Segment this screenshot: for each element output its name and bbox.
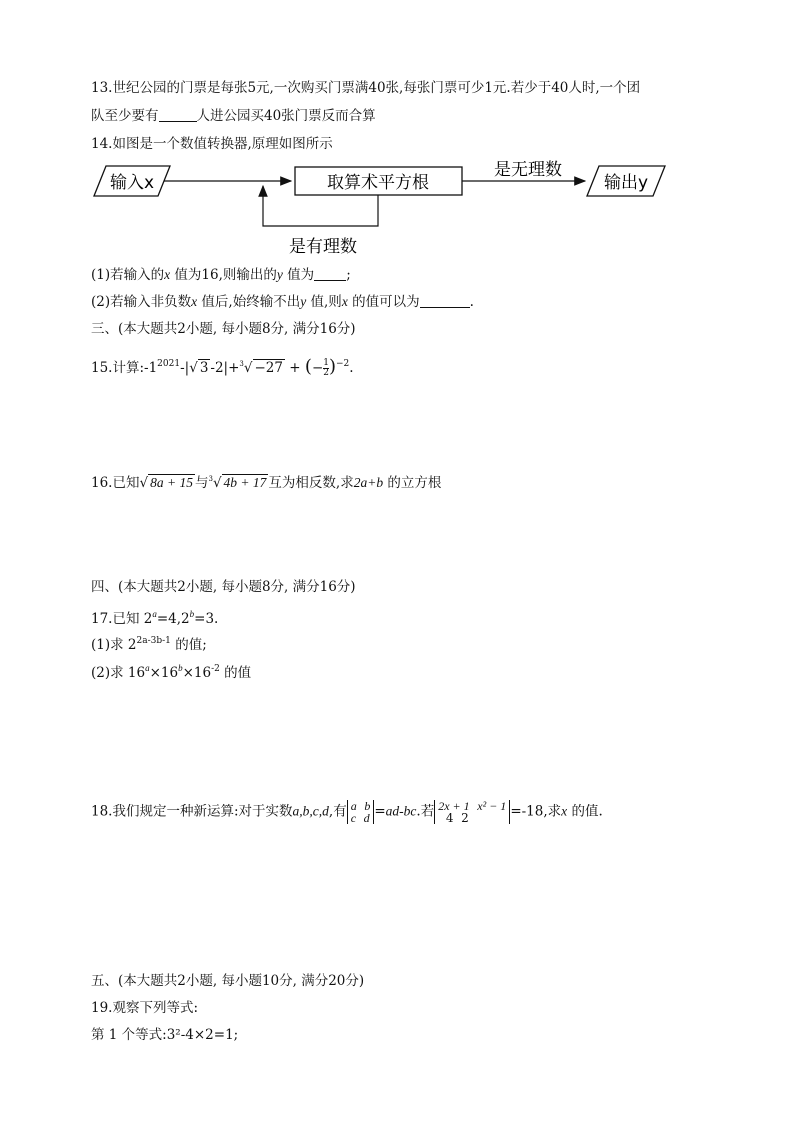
answer-blank[interactable] [420, 295, 470, 308]
rational-label: 是有理数 [289, 237, 357, 257]
section-3-heading: 三、(本大题共2小题, 每小题8分, 满分16分) [91, 321, 356, 337]
determinant-definition: a b c d [347, 800, 375, 824]
q17-part1: (1)求 $2^{2a-3b-1}$ 的值; [91, 636, 207, 653]
answer-blank[interactable] [314, 268, 346, 281]
q13-line2: 队至少要有 人进公园买40张门票反而合算 [91, 108, 376, 124]
q14-part1: (1)若输入的x 值为16,则输出的y 值为 ; [91, 267, 351, 283]
q17-given: 17.已知 $2^a=4,2^b=3$. [91, 609, 219, 627]
irrational-label: 是无理数 [494, 160, 562, 180]
q14-part2: (2)若输入非负数x 值后,始终输不出y 值,则x 的值可以为 . [91, 294, 474, 310]
process-label: 取算术平方根 [327, 173, 429, 193]
q17-part2: (2)求 $16^a\times 16^b\times 16^{-2}$ 的值 [91, 663, 252, 681]
section-4-heading: 四、(本大题共2小题, 每小题8分, 满分16分) [91, 579, 356, 595]
q19-eq1: 第 1 个等式:3²-4×2=1; [91, 1027, 239, 1043]
q15-expression: 15.计算$:-1^{2021}-|√$ 3 -2|+$^3$√ −27 + (− $\frac{1}{2}$ )$^{-2}$. [91, 356, 354, 378]
q18-text: 18.我们规定一种新运算:对于实数a,b,c,d,有 a b c d =ad-bc.若 2x + 1 x² − 1 4 2 =-18,求x 的值. [91, 799, 603, 825]
section-5-heading: 五、(本大题共2小题, 每小题10分, 满分20分) [91, 973, 365, 989]
determinant-problem: 2x + 1 x² − 1 4 2 [434, 800, 510, 824]
input-label: 输入x [109, 173, 155, 193]
output-label: 输出y [603, 173, 649, 193]
answer-blank[interactable] [159, 109, 197, 122]
q16-text: 16.已知√ 8a + 15 与$^3$√ 4b + 17 互为相反数,求2a+b 的立方根 [91, 475, 442, 491]
q19-title: 19.观察下列等式: [91, 1000, 199, 1016]
q14-title: 14.如图是一个数值转换器,原理如图所示 [91, 136, 333, 152]
converter-diagram [88, 152, 678, 262]
q13-line1: 13.世纪公园的门票是每张5元,一次购买门票满40张,每张门票可少1元.若少于40人时,一个团 [91, 80, 641, 96]
